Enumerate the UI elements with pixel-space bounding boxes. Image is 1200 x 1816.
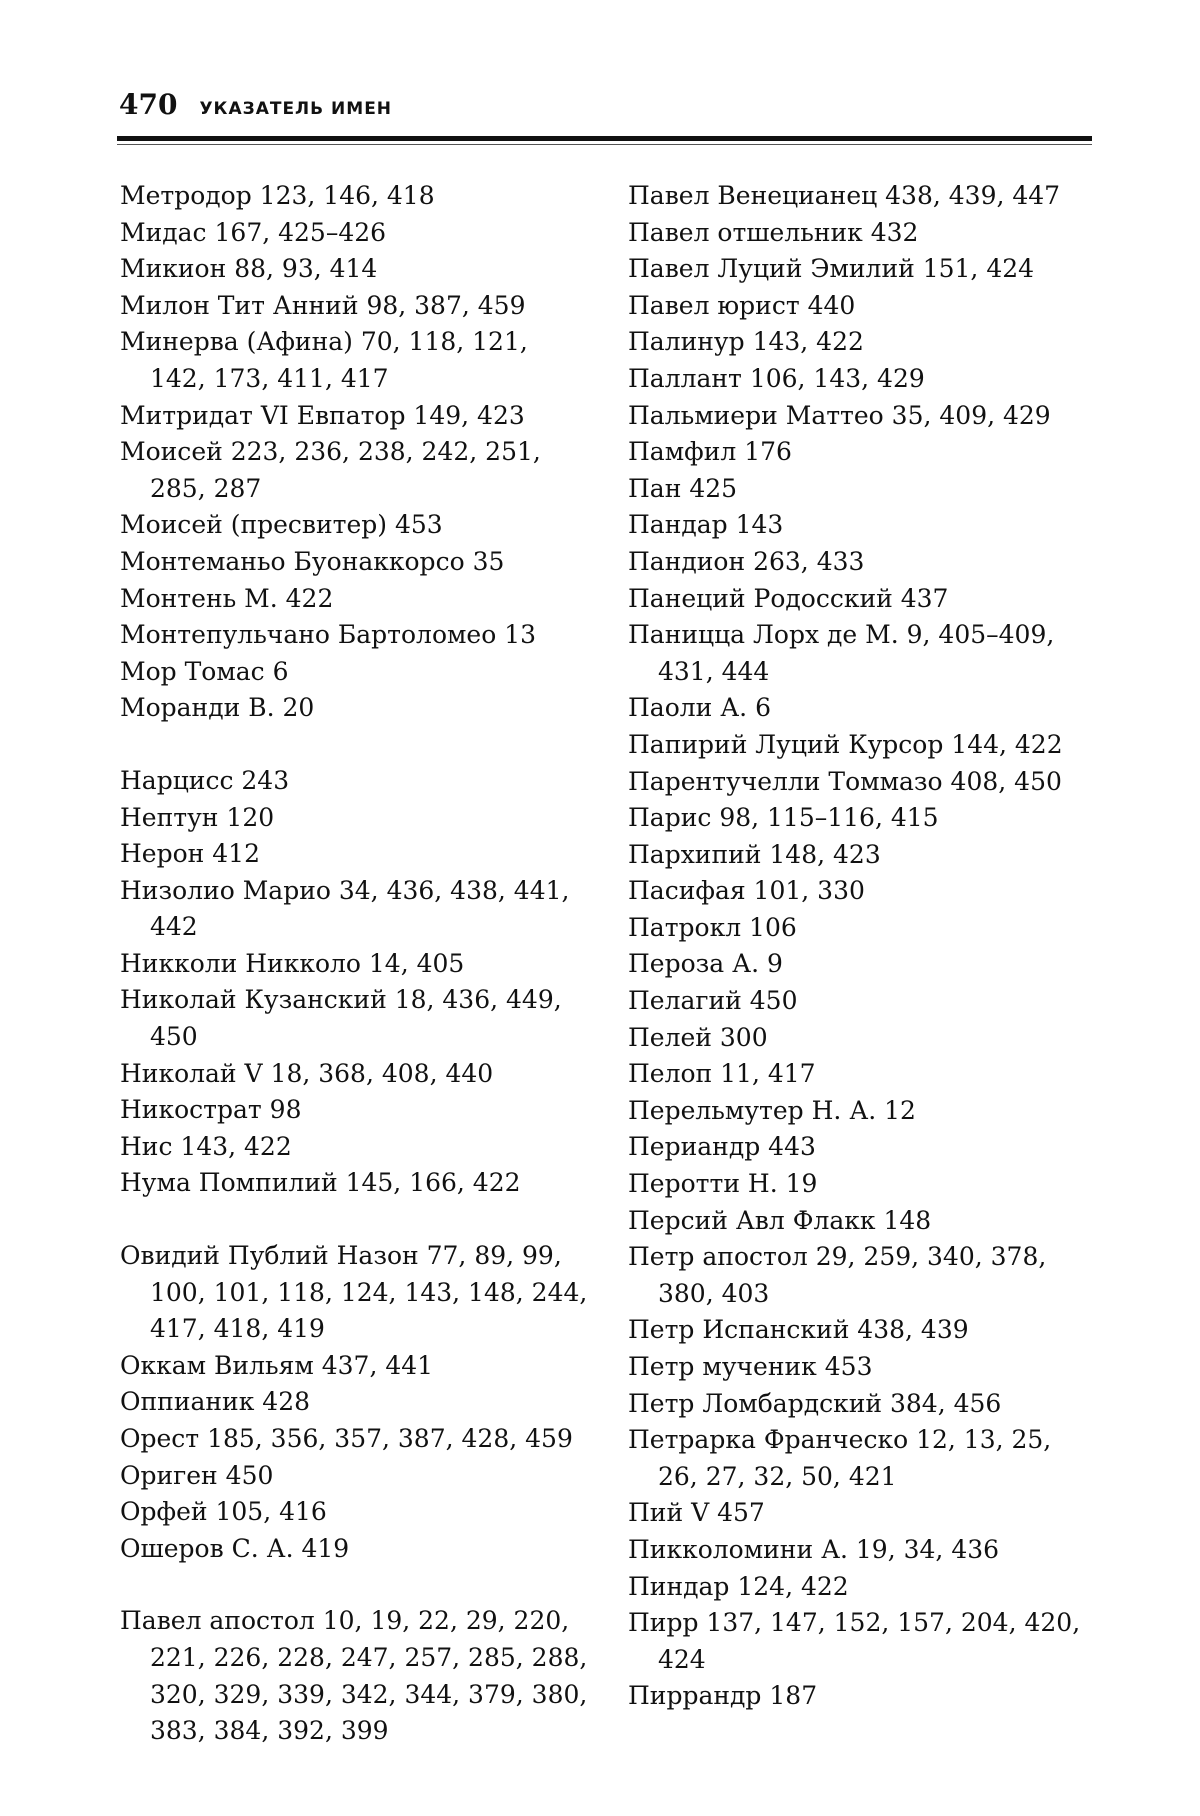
index-entry: Монтень М. 422 [120, 583, 334, 613]
index-entry: Парентучелли Томмазо 408, 450 [628, 766, 1062, 796]
index-entry: Пелей 300 [628, 1022, 768, 1052]
index-entry: Нерон 412 [120, 839, 260, 869]
index-entry: Пелоп 11, 417 [628, 1059, 816, 1089]
index-entry: Низолио Марио 34, 436, 438, 441, 442 [120, 875, 570, 942]
index-entry: Пархипий 148, 423 [628, 839, 881, 869]
index-entry: Пелагий 450 [628, 986, 798, 1016]
index-entry: Метродор 123, 146, 418 [120, 181, 435, 210]
index-entry: Никколи Никколо 14, 405 [120, 948, 465, 978]
index-entry: Мор Томас 6 [120, 656, 289, 686]
index-entry: Оппианик 428 [120, 1387, 311, 1417]
index-column-left [120, 178, 588, 1750]
index-entry: Петр Ломбардский 384, 456 [628, 1388, 1002, 1418]
index-letter-group [120, 178, 588, 727]
index-entry: Петрарка Франческо 12, 13, 25, 26, 27, 32, 50, 421 [628, 1425, 1052, 1491]
index-entry: Перотти Н. 19 [628, 1169, 818, 1199]
index-letter-group [628, 178, 1096, 1715]
index-entry: Микион 88, 93, 414 [120, 254, 378, 284]
running-title: УКАЗАТЕЛЬ ИМЕН [199, 99, 393, 119]
index-entry: Павел юрист 440 [628, 290, 856, 320]
index-entry: Пандион 263, 433 [628, 546, 865, 576]
index-entry: Нис 143, 422 [120, 1131, 292, 1161]
index-entry: Пероза А. 9 [628, 949, 783, 979]
index-entry: Панеций Родосский 437 [628, 583, 949, 613]
index-entry: Николай V 18, 368, 408, 440 [120, 1058, 494, 1088]
index-entry: Пальмиери Маттео 35, 409, 429 [628, 400, 1051, 430]
index-entry: Памфил 176 [628, 437, 792, 467]
index-entry: Орест 185, 356, 357, 387, 428, 459 [120, 1424, 573, 1453]
index-entry: Пиррандр 187 [628, 1681, 818, 1711]
index-entry: Овидий Публий Назон 77, 89, 99, 100, 101, 118, 124, 143, 148, 244, 417, 418, 419 [120, 1241, 588, 1344]
index-entry: Паллант 106, 143, 429 [628, 363, 925, 393]
index-entry: Митридат VI Евпатор 149, 423 [120, 400, 525, 430]
index-letter-group [120, 1603, 588, 1749]
index-entry: Моранди В. 20 [120, 693, 315, 723]
index-entry: Папирий Луций Курсор 144, 422 [628, 729, 1063, 759]
index-entry: Петр апостол 29, 259, 340, 378, 380, 403 [628, 1242, 1047, 1308]
index-entry: Нума Помпилий 145, 166, 422 [120, 1168, 521, 1198]
index-entry: Милон Тит Анний 98, 387, 459 [120, 290, 526, 320]
index-entry: Петр мученик 453 [628, 1352, 873, 1381]
index-entry: Перельмутер Н. А. 12 [628, 1095, 916, 1125]
index-entry: Орфей 105, 416 [120, 1497, 327, 1527]
index-entry: Моисей (пресвитер) 453 [120, 510, 443, 540]
index-entry: Ошеров С. А. 419 [120, 1533, 350, 1563]
header-rule [117, 136, 1092, 141]
index-entry: Павел апостол 10, 19, 22, 29, 220, 221, 226, 228, 247, 257, 285, 288, 320, 329, 339, 342, 344, 379, 380, 383, 384, 392, 399 [120, 1606, 588, 1746]
running-head [119, 88, 392, 121]
index-entry: Паницца Лорх де М. 9, 405–409, 431, 444 [628, 620, 1055, 686]
index-entry: Монтеманьо Буонаккорсо 35 [120, 546, 505, 576]
index-entry: Ориген 450 [120, 1460, 274, 1490]
index-entry: Никострат 98 [120, 1095, 302, 1125]
index-entry: Палинур 143, 422 [628, 327, 864, 357]
index-column-right [628, 178, 1096, 1715]
index-entry: Пиндар 124, 422 [628, 1571, 849, 1601]
index-entry: Пасифая 101, 330 [628, 876, 865, 906]
index-entry: Минерва (Афина) 70, 118, 121, 142, 173, 411, 417 [120, 327, 528, 393]
index-entry: Павел Венецианец 438, 439, 447 [628, 181, 1061, 210]
index-entry: Пикколомини А. 19, 34, 436 [628, 1534, 1000, 1564]
index-entry: Павел Луций Эмилий 151, 424 [628, 254, 1035, 284]
index-entry: Петр Испанский 438, 439 [628, 1315, 969, 1345]
index-entry: Парис 98, 115–116, 415 [628, 803, 939, 833]
index-entry: Оккам Вильям 437, 441 [120, 1350, 434, 1380]
index-letter-group [120, 1238, 588, 1567]
index-entry: Пирр 137, 147, 152, 157, 204, 420, 424 [628, 1608, 1081, 1674]
index-entry: Моисей 223, 236, 238, 242, 251, 285, 287 [120, 437, 541, 503]
index-entry: Патрокл 106 [628, 912, 797, 942]
index-entry: Нептун 120 [120, 802, 275, 832]
index-entry: Нарцисс 243 [120, 765, 290, 795]
index-entry: Монтепульчано Бартоломео 13 [120, 620, 537, 650]
index-entry: Персий Авл Флакк 148 [628, 1205, 932, 1235]
index-entry: Николай Кузанский 18, 436, 449, 450 [120, 985, 562, 1052]
index-entry: Пан 425 [628, 473, 738, 503]
index-entry: Пий V 457 [628, 1498, 765, 1528]
page-number: 470 [119, 88, 178, 121]
index-entry: Павел отшельник 432 [628, 217, 919, 247]
index-letter-group [120, 763, 588, 1202]
index-entry: Периандр 443 [628, 1132, 816, 1162]
index-entry: Паоли А. 6 [628, 693, 771, 723]
index-entry: Мидас 167, 425–426 [120, 217, 387, 247]
index-entry: Пандар 143 [628, 510, 784, 540]
